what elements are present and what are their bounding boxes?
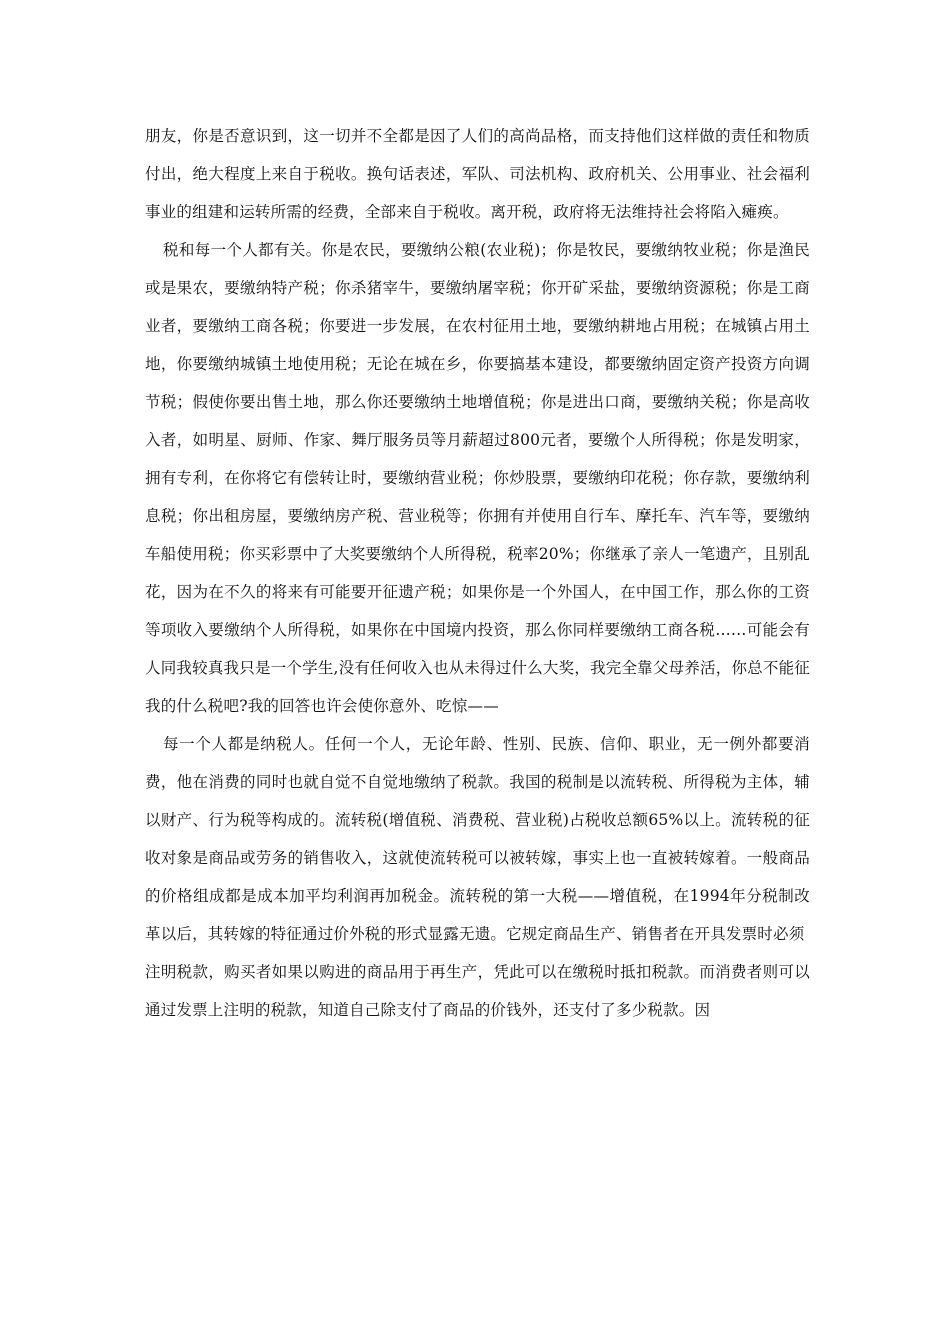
paragraph-3: 每一个人都是纳税人。任何一个人，无论年龄、性别、民族、信仰、职业，无一例外都要消费，他在消费的同时也就自觉不自觉地缴纳了税款。我国的税制是以流转税、所得税为主体，辅以财产、行为税等构成的。流转税(增值税、消费税、营业税)占税收总额65%以上。流转税的征收对象是商品或劳务的销售收入，这就使流转税可以被转嫁，事实上也一直被转嫁着。一般商品的价格组成都是成本加平均利润再加税金。流转税的第一大税——增值税，在1994年分税制改革以后，其转嫁的特征通过价外税的形式显露无遗。它规定商品生产、销售者在开具发票时必须 <box>145 735 810 943</box>
paragraph-4: 注明税款，购买者如果以购进的商品用于再生产，凭此可以在缴税时抵扣税款。而消费者则可以通过发票上注明的税款，知道自己除支付了商品的价钱外，还支付了多少税款。因 <box>145 963 810 1019</box>
paragraph-2: 税和每一个人都有关。你是农民，要缴纳公粮(农业税)；你是牧民，要缴纳牧业税；你是渔民或是果农，要缴纳特产税；你杀猪宰牛，要缴纳屠宰税；你开矿采盐，要缴纳资源税；你是工商业者，要缴纳工商各税；你要进一步发展，在农村征用土地，要缴纳耕地占用税；在城镇占用土地，你要缴纳城镇土地使用税；无论在城在乡，你要搞基本建设，都要缴纳固定资产投资方向调节税；假使你要出售土地，那么你还要缴纳土地增值税；你是进出口商，要缴纳关税；你是高收入者，如明星、厨师、作家、舞厅服务员等月薪超过800元者，要缴个人所得税；你是发明家，拥有专利，在你将它有偿转让时，要缴纳营业税；你炒股票，要缴纳印花税；你存款，要缴纳利息税；你出租房屋，要缴纳房产税、营业税等；你拥有并使用自行车、摩托车、汽车等，要缴纳车船使用税；你买彩票中了大奖要缴纳个人所得税，税率20%；你继承了亲人一笔遗产，且别乱花，因为在不久的将来有可能要开征遗产税；如果你是一个外国人，在中国工作，那么你的工资等项收入要缴纳个人所得税，如果你在中国境内投资，那么你同样要缴纳工商各税……可能会有人同我较真我只是一个学生,没有任何收入也从未得过什么大奖，我完全靠父母养活，你总不能征我的什么税吧?我的回答也许会使你意外、吃惊—— <box>145 241 810 715</box>
document-body <box>145 117 810 1029</box>
paragraph-1: 朋友，你是否意识到，这一切并不全都是因了人们的高尚品格，而支持他们这样做的责任和物质付出，绝大程度上来自于税收。换句话表述，军队、司法机构、政府机关、公用事业、社会福利事业的组建和运转所需的经费，全部来自于税收。离开税，政府将无法维持社会将陷入瘫痪。 <box>145 127 810 221</box>
